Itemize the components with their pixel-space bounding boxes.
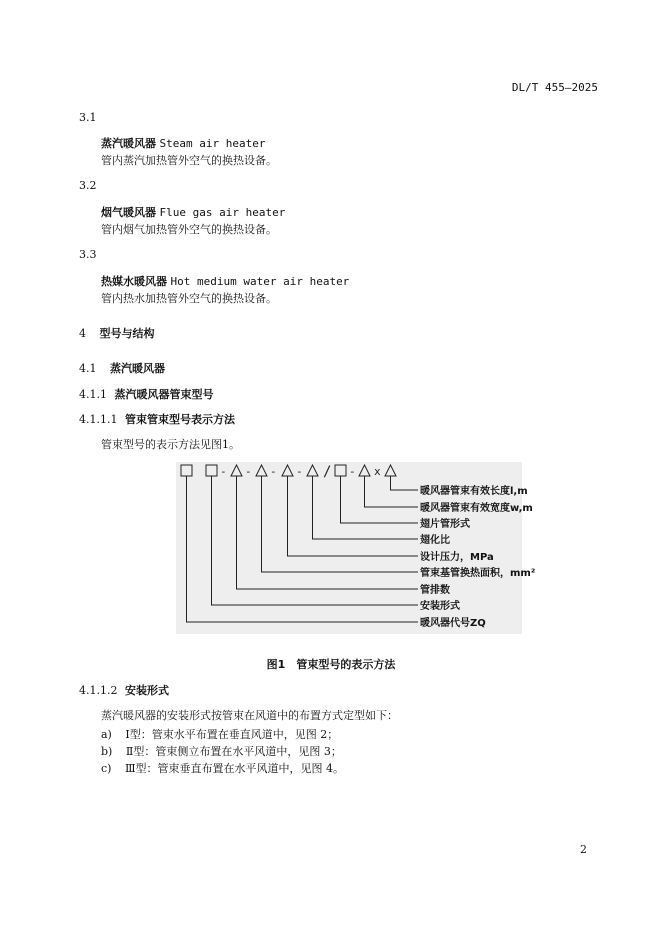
slash: / <box>323 464 332 480</box>
times-sign: x <box>374 465 381 478</box>
term-cn: 蒸汽暖风器 <box>101 137 156 150</box>
section-4-1-heading <box>79 360 165 376</box>
list-item-b <box>101 743 342 759</box>
label-tube-rows: 管排数 <box>420 585 450 596</box>
label-fin-ratio: 翅化比 <box>420 535 450 546</box>
diagram-svg <box>176 462 536 634</box>
model-designation-diagram <box>176 462 536 637</box>
clause-number-3-1: 3.1 <box>79 111 97 124</box>
section-number: 4.1 <box>79 362 97 375</box>
term-en: Hot medium water air heater <box>170 275 350 288</box>
section-4-1-1-heading <box>79 386 214 402</box>
clause-number-3-2: 3.2 <box>79 179 97 192</box>
list-item-a <box>101 726 338 742</box>
label-installation-form: 安装形式 <box>420 601 460 612</box>
dash-4: - <box>296 465 303 478</box>
section-4-heading <box>79 325 155 341</box>
paragraph-figure-ref: 管束型号的表示方法见图1。 <box>101 438 240 451</box>
term-en: Flue gas air heater <box>159 206 286 219</box>
section-title: 蒸汽暖风器管束型号 <box>114 388 214 401</box>
term-3-2 <box>101 204 285 220</box>
list-marker: c) <box>101 762 112 775</box>
term-cn: 烟气暖风器 <box>101 206 156 219</box>
term-en: Steam air heater <box>159 137 266 150</box>
label-effective-width: 暖风器管束有效宽度w,m <box>420 503 533 514</box>
list-marker: a) <box>101 728 112 741</box>
installation-intro: 蒸汽暖风器的安装形式按管束在风道中的布置方式定型如下： <box>101 709 398 722</box>
dash-1: - <box>220 465 227 478</box>
standard-code: DL/T 455—2025 <box>511 81 598 94</box>
list-text: Ⅱ型：管束侧立布置在水平风道中，见图 3； <box>125 745 342 758</box>
label-design-pressure: 设计压力，MPa <box>420 552 494 563</box>
label-fin-tube-type: 翅片管形式 <box>420 519 470 530</box>
definition-3-2: 管内烟气加热管外空气的换热设备。 <box>101 223 277 236</box>
figure-caption: 图1 管束型号的表示方法 <box>266 658 396 671</box>
definition-3-3: 管内热水加热管外空气的换热设备。 <box>101 292 277 305</box>
dash-3: - <box>270 465 277 478</box>
term-3-3 <box>101 273 349 289</box>
page-number: 2 <box>580 843 587 856</box>
section-title: 安装形式 <box>124 684 169 697</box>
term-3-1 <box>101 135 265 151</box>
label-effective-length: 暖风器管束有效长度l,m <box>420 486 528 497</box>
term-cn: 热媒水暖风器 <box>101 275 167 288</box>
list-item-c <box>101 760 344 776</box>
dash-2: - <box>245 465 252 478</box>
dash-5: - <box>349 465 356 478</box>
list-text: Ⅲ型：管束垂直布置在水平风道中，见图 4。 <box>124 762 345 775</box>
clause-number-3-3: 3.3 <box>79 248 97 261</box>
section-4-1-1-1-heading <box>79 411 235 427</box>
section-number: 4 <box>79 327 86 340</box>
label-heater-code: 暖风器代号ZQ <box>420 618 486 629</box>
section-number: 4.1.1.1 <box>79 413 118 426</box>
label-heat-transfer-area: 管束基管换热面积，mm² <box>420 568 536 579</box>
section-title: 型号与结构 <box>99 327 155 340</box>
section-4-1-1-2-heading <box>79 682 169 698</box>
definition-3-1: 管内蒸汽加热管外空气的换热设备。 <box>101 154 277 167</box>
section-title: 蒸汽暖风器 <box>110 362 165 375</box>
section-title: 管束管束型号表示方法 <box>124 413 235 426</box>
list-text: Ⅰ型：管束水平布置在垂直风道中，见图 2； <box>125 728 339 741</box>
section-number: 4.1.1 <box>79 388 107 401</box>
list-marker: b) <box>101 745 113 758</box>
section-number: 4.1.1.2 <box>79 684 118 697</box>
